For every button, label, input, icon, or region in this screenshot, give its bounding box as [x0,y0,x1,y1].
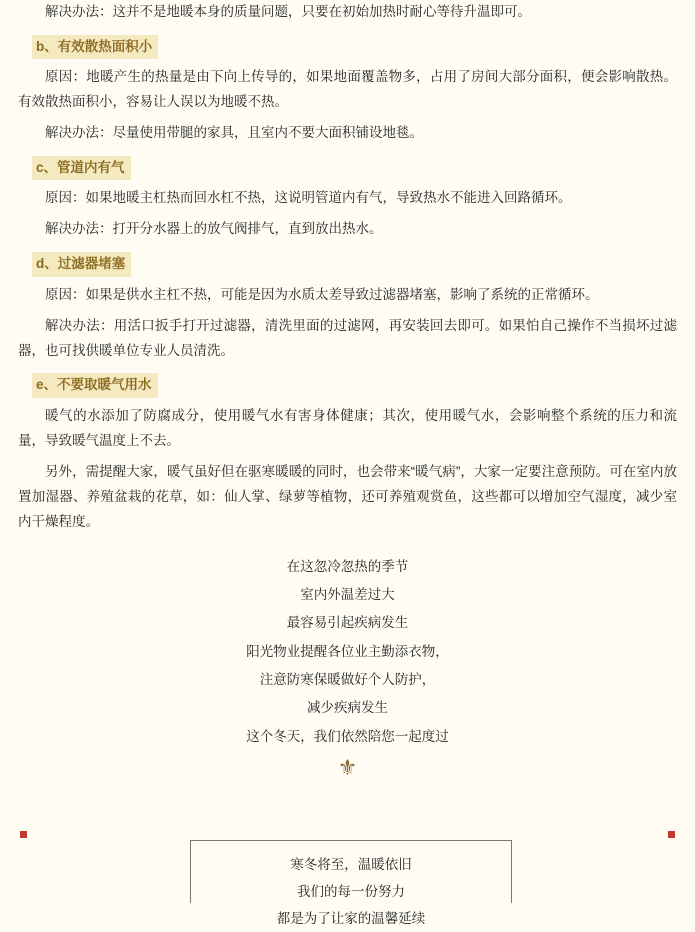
closing-message-block [18,553,677,779]
framed-line-3: 都是为了让家的温馨延续 [276,911,426,926]
section-heading-c: c、管道内有气 [32,156,131,180]
section-e-reason: 暖气的水添加了防腐成分，使用暖气水有害身体健康；其次，使用暖气水，会影响整个系统的压力和流量，导致暖气温度上不去。 [18,407,677,448]
closing-line-3: 最容易引起疾病发生 [286,615,409,631]
intro-solution-paragraph: 解决办法：这并不是地暖本身的质量问题，只要在初始加热时耐心等待升温即可。 [45,4,531,19]
closing-line-6: 减少疾病发生 [307,700,388,716]
closing-line-1: 在这忽冷忽热的季节 [286,558,409,574]
closing-line-7: 这个冬天，我们依然陪您一起度过 [246,728,449,744]
fleur-de-lis-icon: ⚜ [337,754,358,780]
framed-footer-box [190,840,512,926]
framed-line-1: 寒冬将至，温暖依旧 [290,857,412,872]
framed-line-2: 我们的每一份努力 [297,884,405,899]
decorative-square-left [20,831,27,838]
section-heading-row-b [18,31,677,63]
closing-line-5: 注意防寒保暖做好个人防护， [259,671,436,687]
section-heading-b: b、有效散热面积小 [32,35,158,59]
section-b-solution: 解决办法：尽量使用带腿的家具，且室内不要大面积铺设地毯。 [45,125,423,141]
closing-line-4: 阳光物业提醒各位业主勤添衣物， [246,643,449,659]
section-b-reason: 原因：地暖产生的热量是由下向上传导的，如果地面覆盖物多，占用了房间大部分面积，便会影响散热。有效散热面积小，容易让人误以为地暖不热。 [18,69,677,110]
closing-line-2: 室内外温差过大 [300,586,395,602]
section-d-reason: 原因：如果是供水主杠不热，可能是因为水质太差导致过滤器堵塞，影响了系统的正常循环。 [45,286,599,302]
section-c-reason: 原因：如果地暖主杠热而回水杠不热，这说明管道内有气，导致热水不能进入回路循环。 [45,190,572,206]
section-heading-e: e、不要取暖气用水 [32,373,158,397]
section-d-solution: 解决办法：用活口扳手打开过滤器，清洗里面的过滤网，再安装回去即可。如果怕自己操作不当损坏过滤器，也可找供暖单位专业人员清洗。 [18,317,677,358]
decorative-square-right [668,831,675,838]
section-e-solution: 另外，需提醒大家，暖气虽好但在驱寒暖暖的同时，也会带来“暖气病”，大家一定要注意预防。可在室内放置加湿器、养殖盆栽的花草，如：仙人掌、绿萝等植物，还可养殖观赏鱼，这些都可以增加空气湿度，减少室内干燥程度。 [18,463,677,529]
section-heading-row-e [18,369,677,401]
section-heading-d: d、过滤器堵塞 [32,252,131,276]
section-heading-row-c [18,152,677,184]
section-c-solution: 解决办法：打开分水器上的放气阀排气，直到放出热水。 [45,221,383,237]
section-heading-row-d [18,248,677,280]
